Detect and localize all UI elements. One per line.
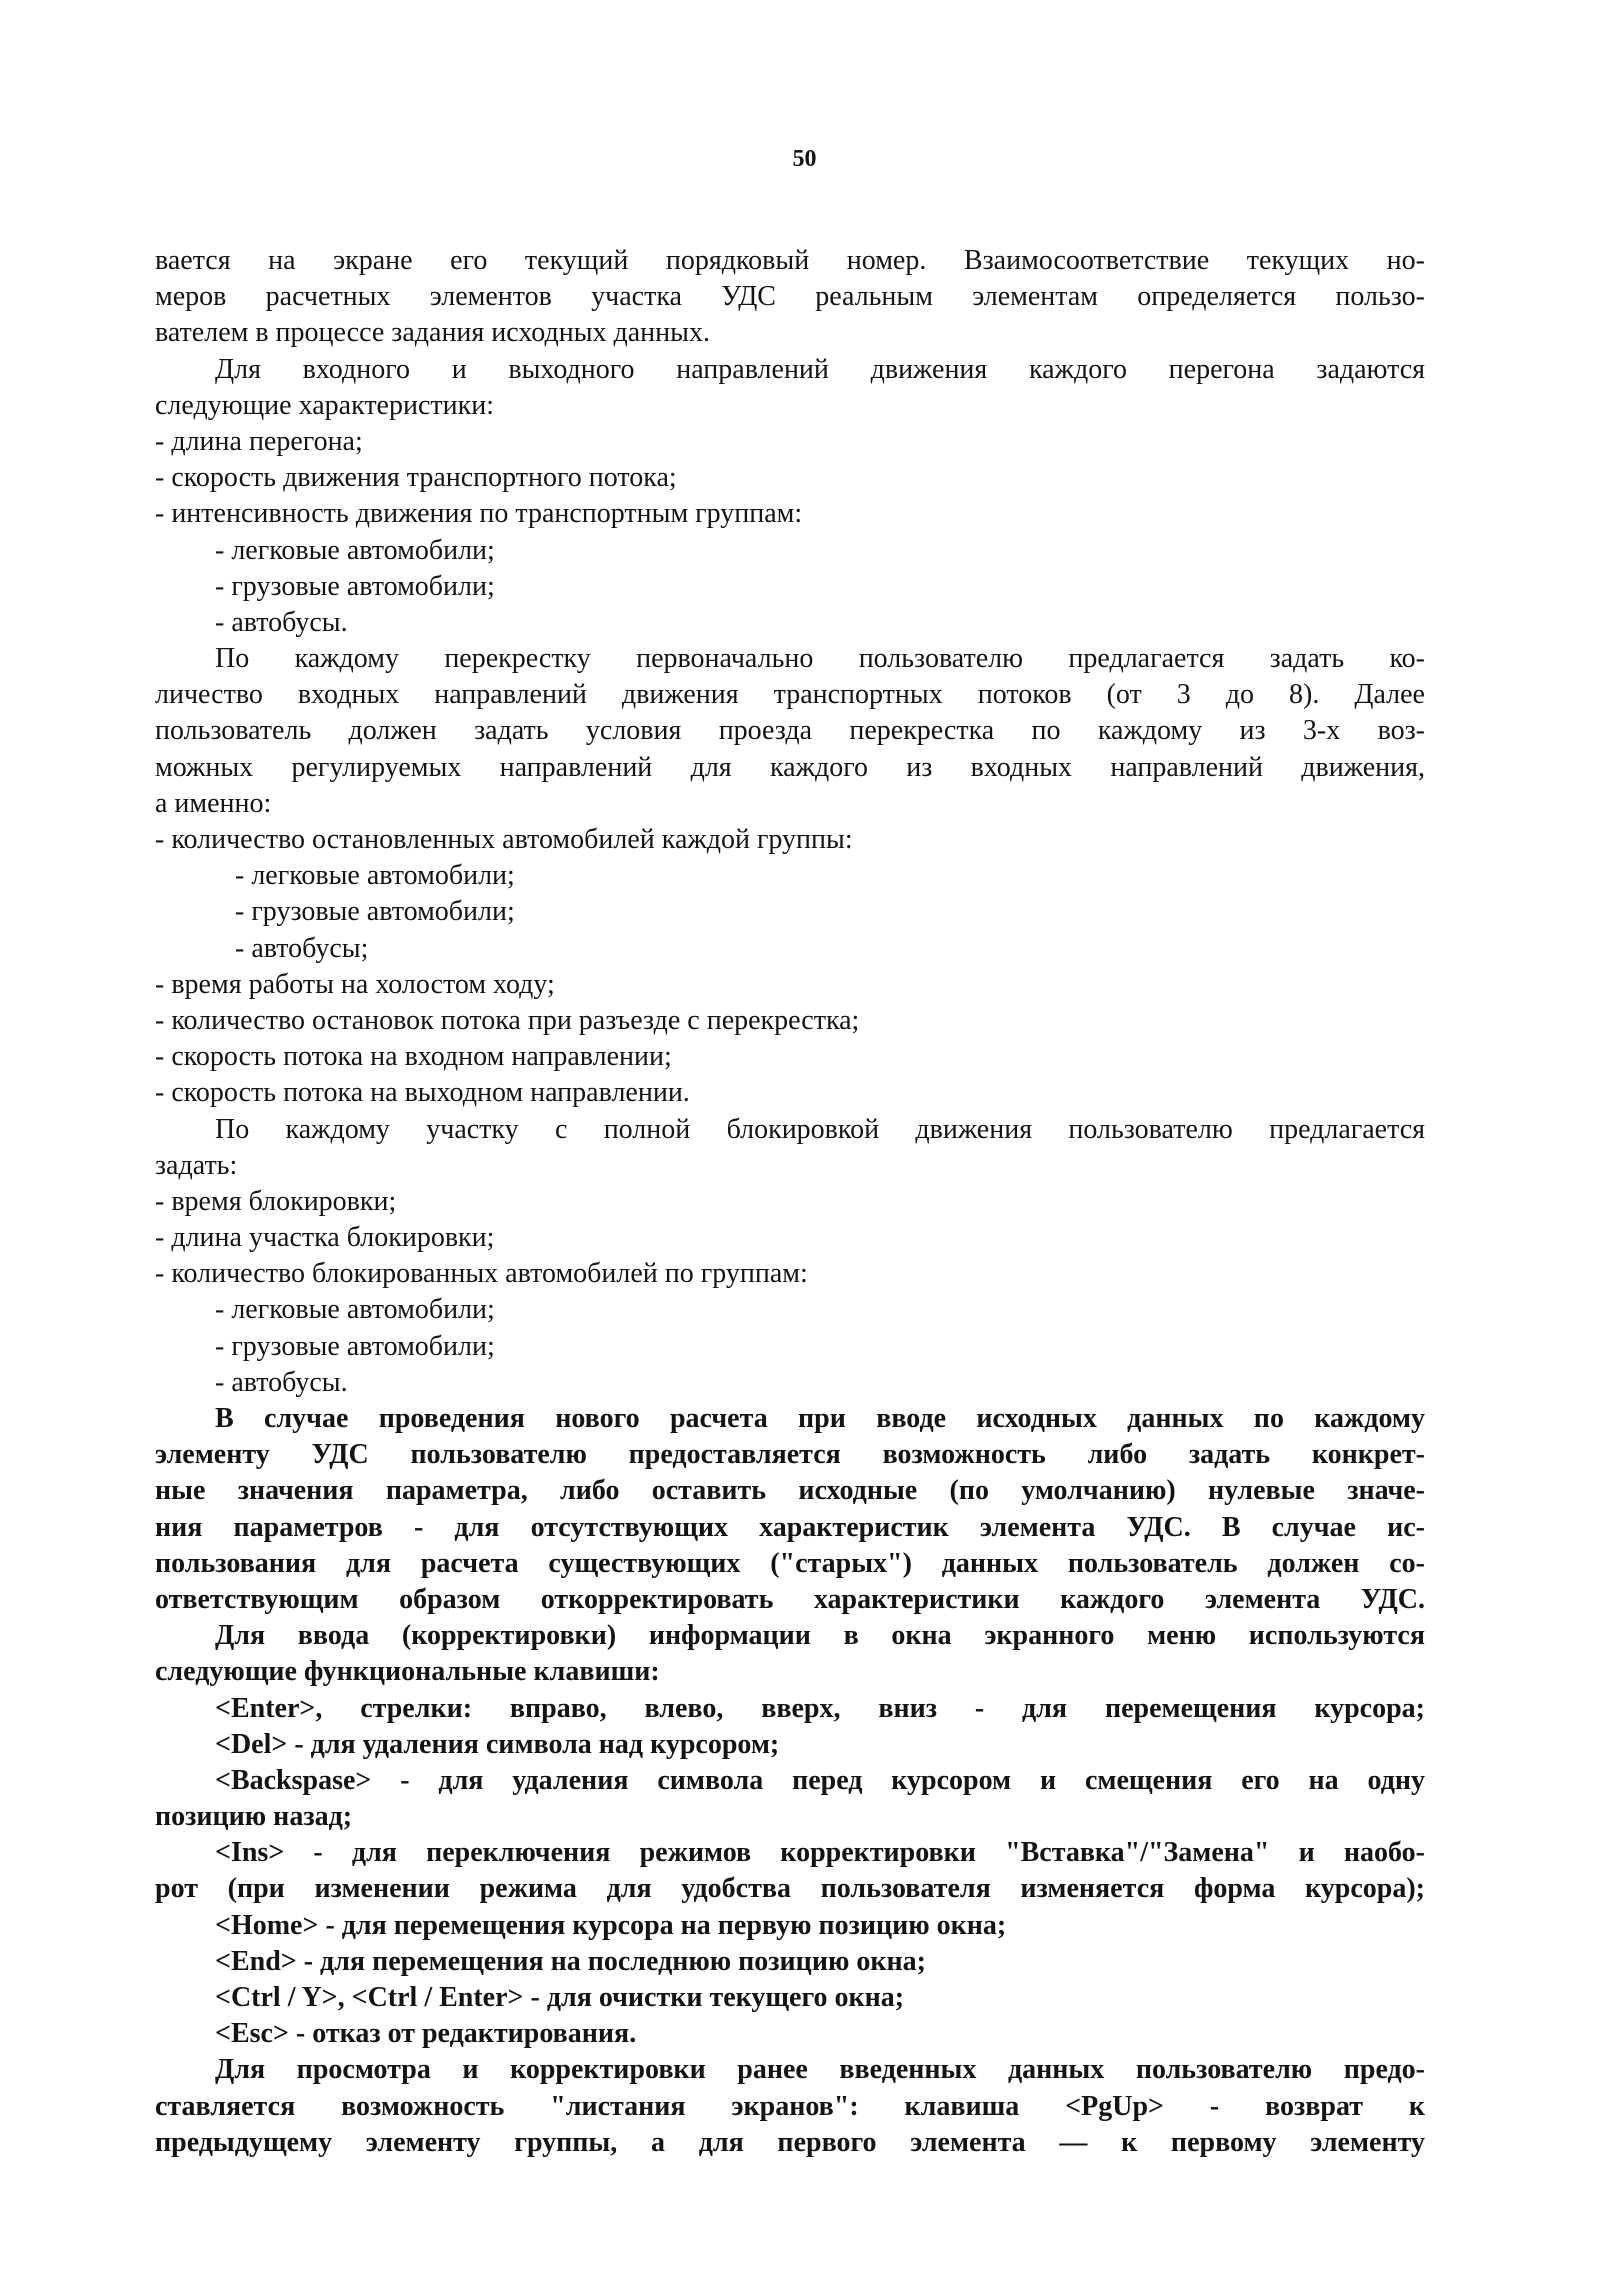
text-line: а именно:: [155, 787, 272, 819]
list-item: - длина участка блокировки;: [155, 1222, 495, 1254]
key-item: <Backspase> - для удаления символа перед курсором и смещения его на одну: [215, 1764, 1425, 1796]
key-item: <Esc> - отказ от редактирования.: [215, 2018, 637, 2050]
list-item: - количество остановок потока при разъезде с перекрестка;: [155, 1004, 860, 1036]
key-item: <End> - для перемещения на последнюю позицию окна;: [215, 1945, 926, 1977]
key-item: <Ins> - для переключения режимов корректировки "Вставка"/"Замена" и наобо-: [215, 1837, 1425, 1869]
key-item: <Ctrl / Y>, <Ctrl / Enter> - для очистки текущего окна;: [215, 1982, 905, 2013]
list-item: - количество блокированных автомобилей по группам:: [155, 1258, 808, 1290]
text-line: вается на экране его текущий порядковый номер. Взаимосоответствие текущих но-: [155, 245, 1425, 276]
list-item: - время работы на холостом ходу;: [155, 968, 555, 1000]
list-item: - грузовые автомобили;: [235, 896, 515, 928]
text-line: следующие функциональные клавиши:: [155, 1656, 660, 1688]
key-item: <Home> - для перемещения курсора на первую позицию окна;: [215, 1909, 1007, 1941]
list-item: - длина перегона;: [155, 425, 363, 457]
list-item: - легковые автомобили;: [215, 534, 495, 566]
text-line: Для ввода (корректировки) информации в окна экранного меню используются: [215, 1620, 1425, 1652]
text-line: можных регулируемых направлений для каждого из входных направлений движения,: [155, 751, 1425, 783]
list-item: - грузовые автомобили;: [215, 570, 495, 602]
text-line: вателем в процессе задания исходных данных.: [155, 317, 710, 349]
text-line: ставляется возможность "листания экранов": клавиша <PgUp> - возврат к: [155, 2090, 1425, 2122]
text-line: меров расчетных элементов участка УДС реальным элементам определяется пользо-: [155, 281, 1425, 313]
list-item: - автобусы.: [215, 606, 348, 638]
text-line: рот (при изменении режима для удобства пользователя изменяется форма курсора);: [155, 1873, 1425, 1905]
list-item: - грузовые автомобили;: [215, 1330, 495, 1362]
list-item: - количество остановленных автомобилей каждой группы:: [155, 824, 853, 855]
text-line: ные значения параметра, либо оставить исходные (по умолчанию) нулевые значе-: [155, 1475, 1425, 1507]
list-item: - скорость движения транспортного потока;: [155, 462, 677, 494]
text-line: пользования для расчета существующих ("старых") данных пользователь должен со-: [155, 1547, 1425, 1579]
key-item: <Enter>, стрелки: вправо, влево, вверх, вниз - для перемещения курсора;: [215, 1692, 1425, 1724]
list-item: - легковые автомобили;: [215, 1294, 495, 1326]
text-line: задать:: [155, 1149, 238, 1181]
text-line: Для просмотра и корректировки ранее введенных данных пользователю предо-: [215, 2054, 1425, 2086]
text-line: По каждому перекрестку первоначально пользователю предлагается задать ко-: [215, 643, 1425, 675]
text-line: ответствующим образом откорректировать характеристики каждого элемента УДС.: [155, 1583, 1425, 1615]
list-item: - скорость потока на входном направлении;: [155, 1041, 672, 1073]
text-line: следующие характеристики:: [155, 389, 494, 421]
text-line: позицию назад;: [155, 1801, 353, 1833]
list-item: - скорость потока на выходном направлении.: [155, 1077, 690, 1109]
text-line: элементу УДС пользователю предоставляется возможность либо задать конкрет-: [155, 1439, 1425, 1471]
list-item: - интенсивность движения по транспортным группам:: [155, 498, 803, 530]
text-line: пользователь должен задать условия проезда перекрестка по каждому из 3-х воз-: [155, 715, 1425, 747]
page-number: 50: [792, 146, 817, 172]
list-item: - автобусы;: [235, 932, 369, 964]
text-line: По каждому участку с полной блокировкой движения пользователю предлагается: [215, 1113, 1425, 1145]
text-line: ния параметров - для отсутствующих характеристик элемента УДС. В случае ис-: [155, 1511, 1425, 1543]
body-text: [155, 243, 1425, 2161]
text-line: Для входного и выходного направлений движения каждого перегона задаются: [215, 353, 1425, 385]
text-line: предыдущему элементу группы, а для первого элемента — к первому элементу: [155, 2126, 1425, 2158]
list-item: - время блокировки;: [155, 1185, 397, 1217]
list-item: - легковые автомобили;: [235, 860, 515, 892]
text-line: личество входных направлений движения транспортных потоков (от 3 до 8). Далее: [155, 679, 1425, 711]
key-item: <Del> - для удаления символа над курсором;: [215, 1728, 780, 1760]
list-item: - автобусы.: [215, 1366, 348, 1398]
text-line: В случае проведения нового расчета при вводе исходных данных по каждому: [215, 1403, 1425, 1434]
